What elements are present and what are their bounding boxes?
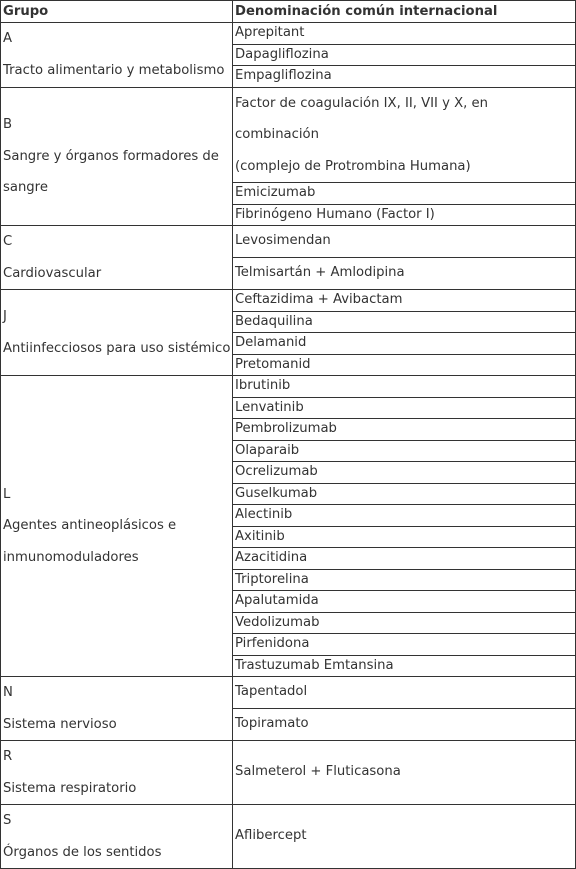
drug-cell: Tapentadol <box>233 677 576 709</box>
header-row <box>1 1 576 23</box>
drug-cell: Aprepitant <box>233 23 576 45</box>
drug-cell: Pembrolizumab <box>233 419 576 441</box>
drug-cell: Ibrutinib <box>233 376 576 398</box>
table-row <box>1 23 576 45</box>
table-row <box>1 805 576 869</box>
drug-cell: Salmeterol + Fluticasona <box>233 741 576 805</box>
drug-cell: Topiramato <box>233 709 576 741</box>
drug-cell: Lenvatinib <box>233 397 576 419</box>
drug-cell: Aflibercept <box>233 805 576 869</box>
group-name: Órganos de los sentidos <box>3 844 162 860</box>
group-name: Tracto alimentario y metabolismo <box>3 62 225 78</box>
group-code: J <box>3 309 7 324</box>
drug-cell: Ocrelizumab <box>233 462 576 484</box>
group-code: L <box>3 486 11 502</box>
drug-cell: Emicizumab <box>233 183 576 205</box>
drug-cell: Levosimendan <box>233 226 576 258</box>
drug-cell: Bedaquilina <box>233 311 576 333</box>
group-cell-r <box>1 741 233 805</box>
drug-cell: Dapagliflozina <box>233 44 576 66</box>
header-dci: Denominación común internacional <box>233 1 576 23</box>
group-name: Antiinfecciosos para uso sistémico <box>3 340 231 356</box>
table-row <box>1 87 576 183</box>
drug-cell: Apalutamida <box>233 591 576 613</box>
drug-cell: Trastuzumab Emtansina <box>233 655 576 677</box>
group-name: Sangre y órganos formadores de sangre <box>3 148 219 195</box>
group-code: N <box>3 685 13 700</box>
drug-cell: Empagliflozina <box>233 66 576 88</box>
drug-cell: Axitinib <box>233 526 576 548</box>
drug-cell: Alectinib <box>233 505 576 527</box>
drug-cell: Pretomanid <box>233 354 576 376</box>
group-cell-c <box>1 226 233 290</box>
drug-cell: Ceftazidima + Avibactam <box>233 290 576 312</box>
group-code: C <box>3 234 13 249</box>
table-row <box>1 741 576 805</box>
table-row <box>1 376 576 398</box>
group-name: Sistema nervioso <box>3 716 117 732</box>
header-group: Grupo <box>1 1 233 23</box>
drug-cell: Vedolizumab <box>233 612 576 634</box>
drug-line: Factor de coagulación IX, II, VII y X, en combinación <box>235 95 488 142</box>
group-name: Agentes antineoplásicos e inmunomoduladores <box>3 518 177 565</box>
group-code: R <box>3 749 13 764</box>
drug-cell: Fibrinógeno Humano (Factor I) <box>233 204 576 226</box>
group-cell-s <box>1 805 233 869</box>
drug-cell: Delamanid <box>233 333 576 355</box>
drug-line: (complejo de Protrombina Humana) <box>235 158 471 174</box>
group-code: A <box>3 31 13 47</box>
drug-cell: Pirfenidona <box>233 634 576 656</box>
group-name: Cardiovascular <box>3 265 102 281</box>
group-cell-b <box>1 87 233 226</box>
group-cell-l <box>1 376 233 677</box>
drug-cell: Azacitidina <box>233 548 576 570</box>
group-code: S <box>3 813 12 828</box>
table-row <box>1 226 576 258</box>
drug-cell: Guselkumab <box>233 483 576 505</box>
drug-cell <box>233 87 576 183</box>
drug-cell: Triptorelina <box>233 569 576 591</box>
table-row <box>1 677 576 709</box>
group-name: Sistema respiratorio <box>3 780 137 796</box>
drug-cell: Telmisartán + Amlodipina <box>233 258 576 290</box>
group-cell-a <box>1 23 233 88</box>
table-row <box>1 290 576 312</box>
drug-cell: Olaparaib <box>233 440 576 462</box>
group-code: B <box>3 117 13 132</box>
group-cell-j <box>1 290 233 376</box>
group-cell-n <box>1 677 233 741</box>
